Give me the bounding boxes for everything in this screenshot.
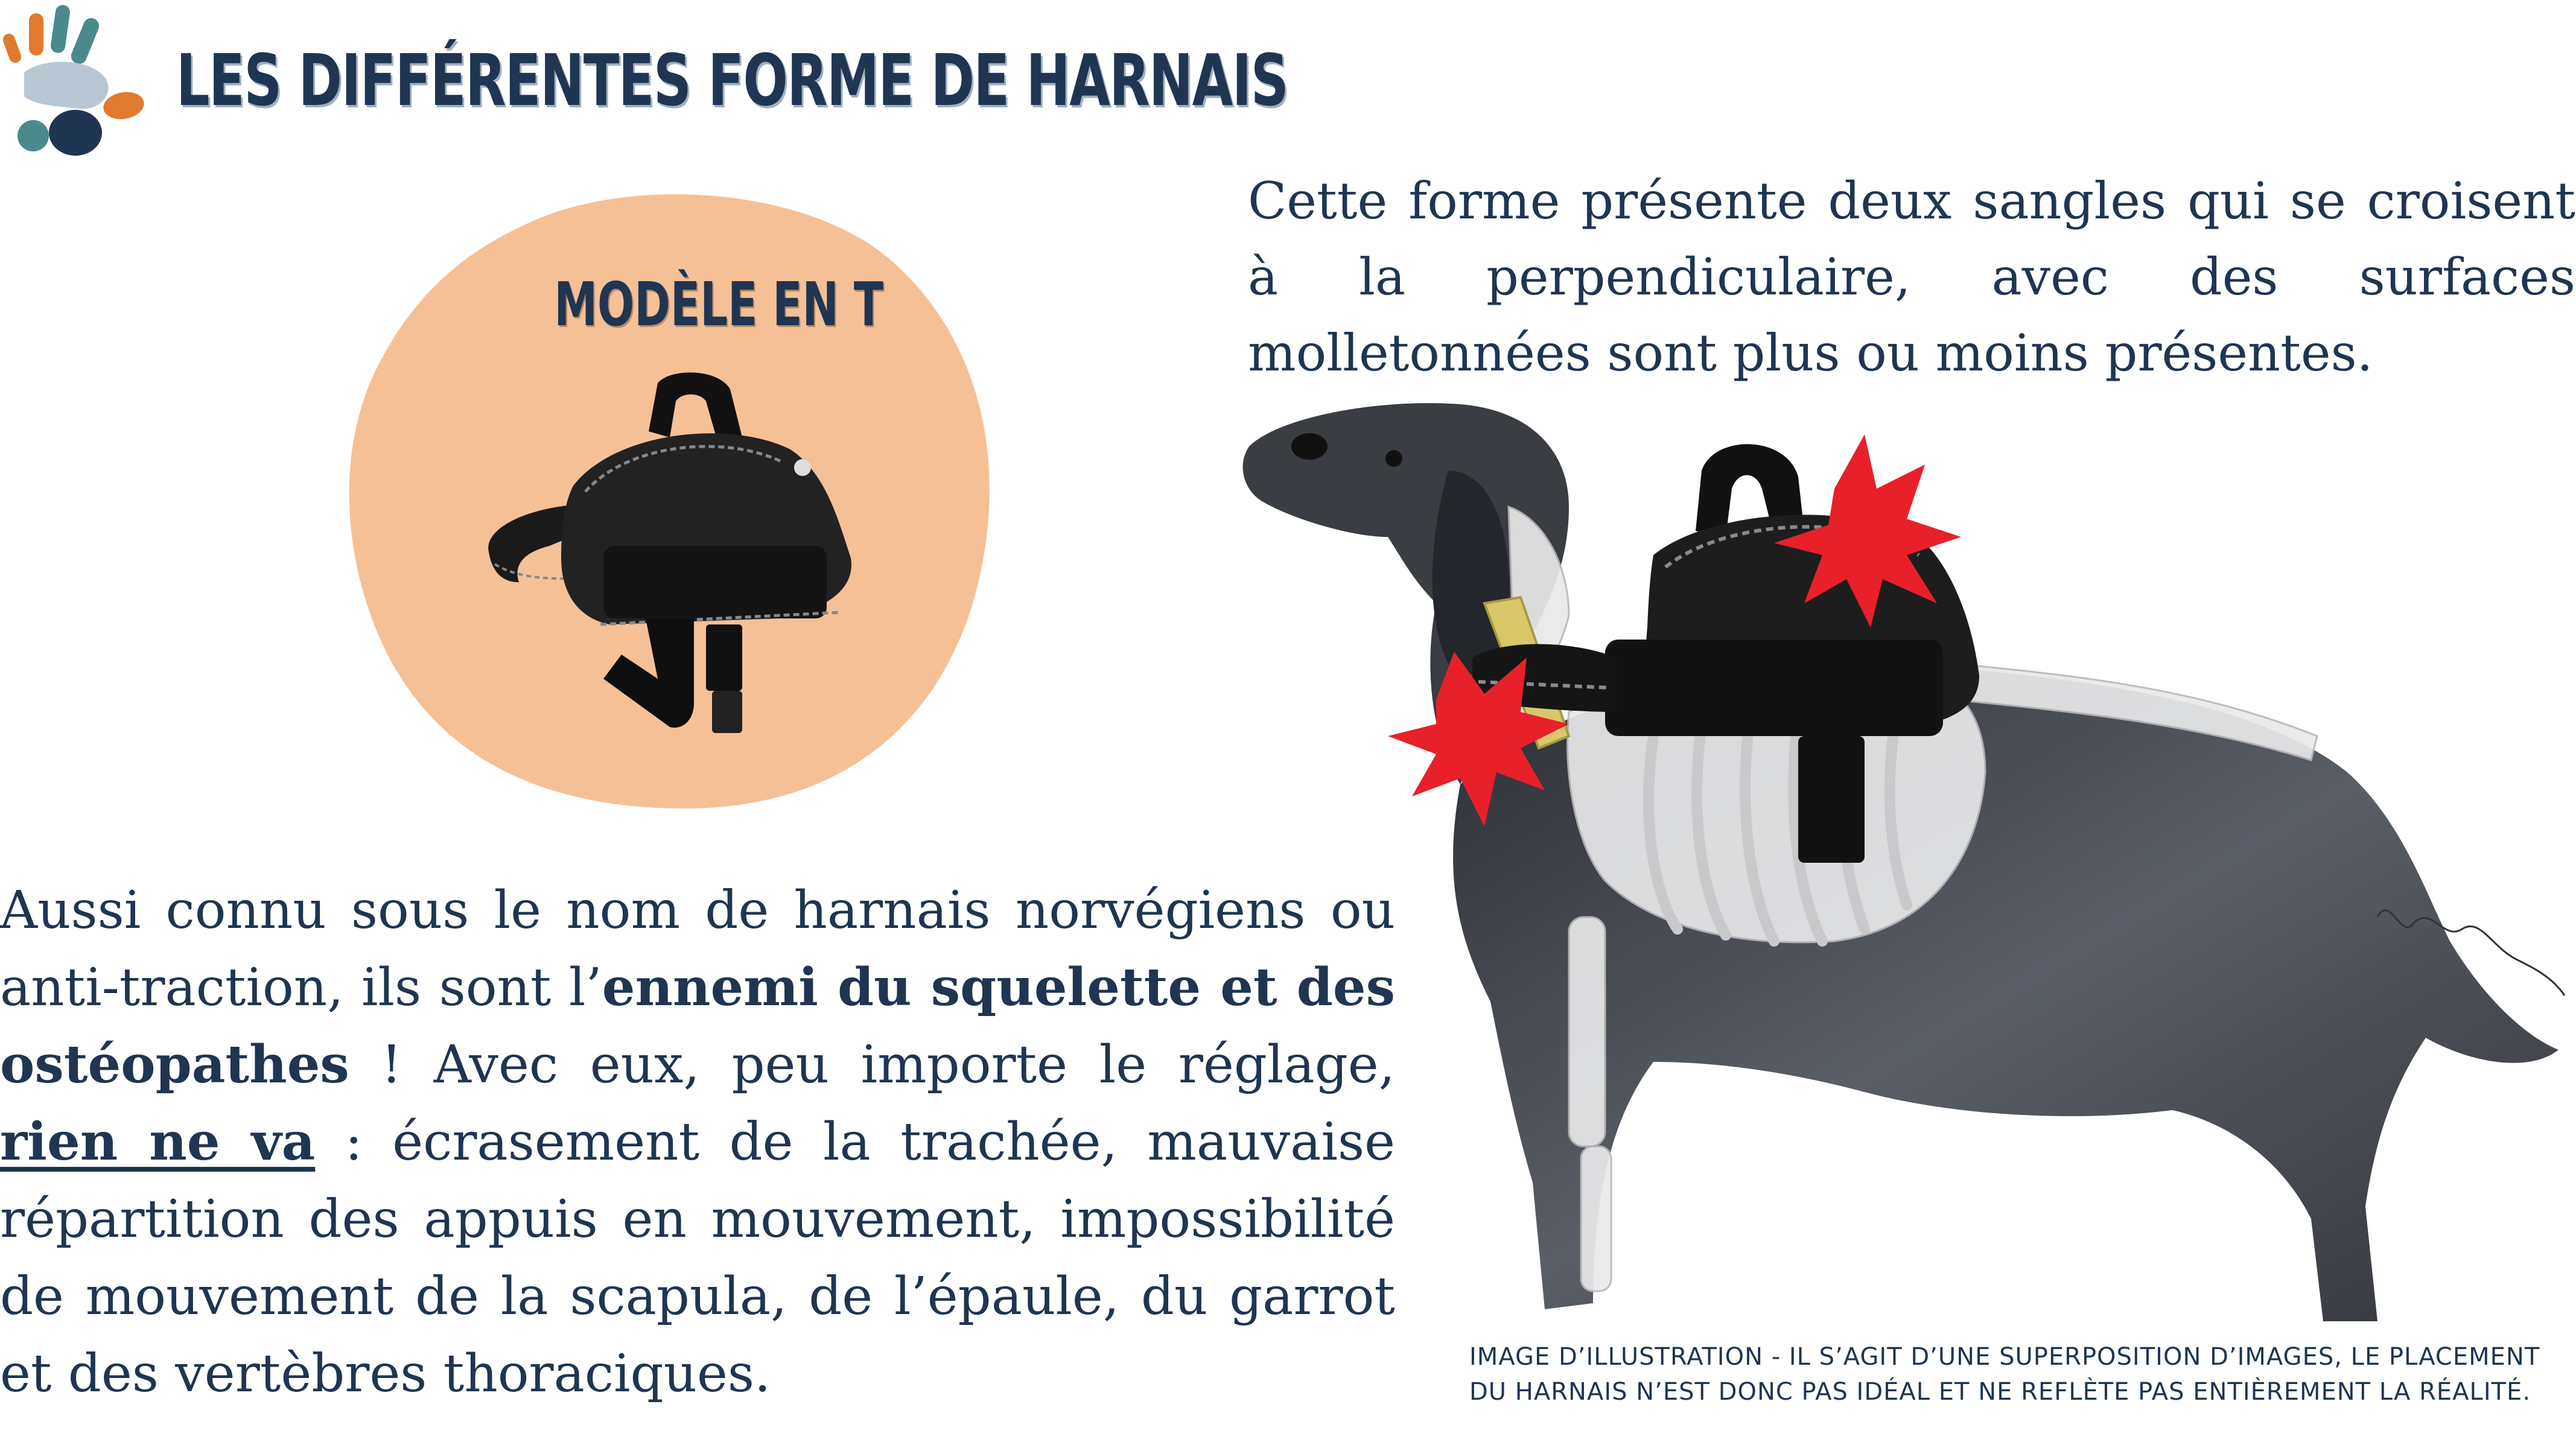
emphasis-nothing-works: rien ne va [0,1111,316,1172]
model-label: MODÈLE EN T [554,269,883,340]
description-main: Aussi connu sous le nom de harnais norvégiens ou anti-traction, ils sont l’ennemi du squelette et des ostéopathes ! Avec eux, peu importe le réglage, rien ne va : écrasement de la trachée, mauvaise répartition des appuis en mouvement, impossibilité de mouvement de la scapula, de l’épaule, du garrot et des vertèbres thoraciques. [0,880,1395,1404]
emphasis-skeleton-enemy: ennemi du squelette et des ostéopathes [0,957,1395,1095]
t-harness-image [477,365,875,739]
page-title: LES DIFFÉRENTES FORME DE HARNAIS [176,39,1288,122]
dog-skeleton-harness-image [1231,398,2576,1339]
image-caption: IMAGE D’ILLUSTRATION - IL S’AGIT D’UNE SUPERPOSITION D’IMAGES, LE PLACEMENT DU HARNAIS N’EST DONC PAS IDÉAL ET NE REFLÈTE PAS ENTIÈREMENT LA RÉALITÉ. [1469,1343,2540,1406]
description-top: Cette forme présente deux sangles qui se croisent à la perpendiculaire, avec des surfaces molletonnées sont plus ou moins présentes. [1248,171,2575,383]
handprint-logo-icon [0,0,163,163]
